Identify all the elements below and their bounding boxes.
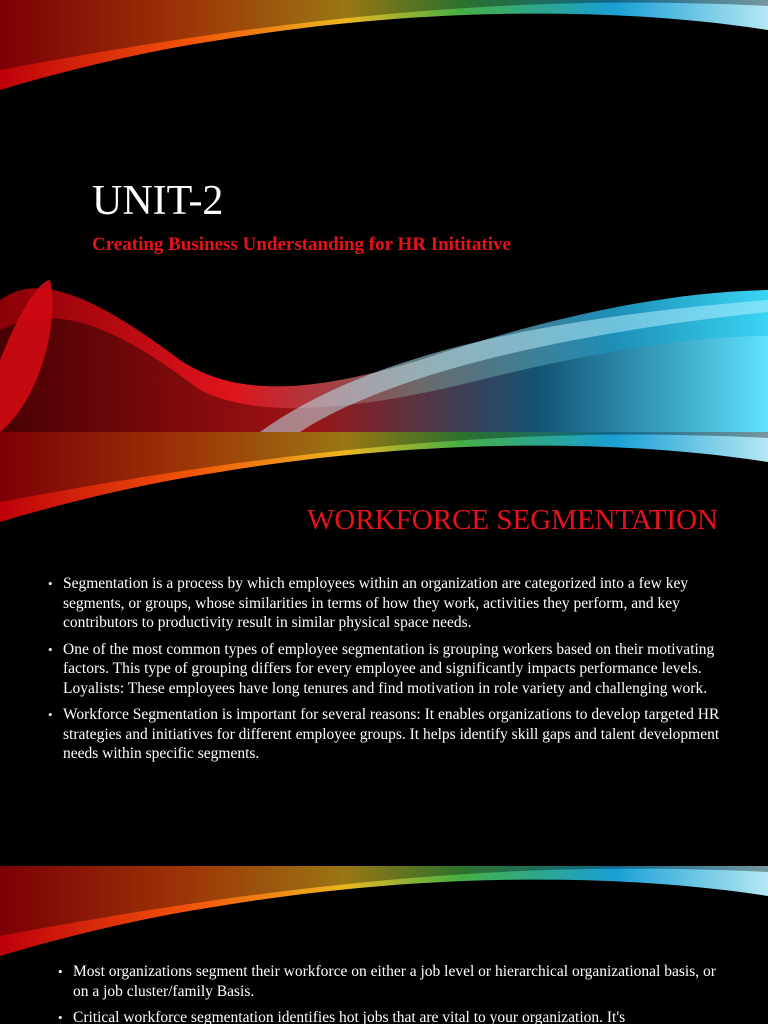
bullet-item: • Critical workforce segmentation identifies hot jobs that are vital to your organization. It's [58,1008,728,1024]
bullet-item: • One of the most common types of employee segmentation is grouping workers based on their motivating factors. This type of grouping differs for every employee and significantly impacts performance levels. Loyalists: These employees have long tenures and find motivation in role variety and challenging work. [48,640,728,699]
decorative-swoosh-graphic [0,866,768,976]
slide-title: UNIT-2 [92,178,224,224]
slide-title: WORKFORCE SEGMENTATION [307,504,718,536]
bullet-list [58,962,728,1024]
slide-subtitle: Creating Business Understanding for HR Inititative [92,234,511,255]
title-slide [0,0,768,432]
workforce-segmentation-continued-slide [0,866,768,1024]
bullet-list [48,574,728,771]
workforce-segmentation-slide [0,432,768,866]
bullet-item: • Workforce Segmentation is important for several reasons: It enables organizations to develop targeted HR strategies and initiatives for different employee groups. It helps identify skill gaps and talent development needs within specific segments. [48,705,728,764]
bullet-item: • Most organizations segment their workforce on either a job level or hierarchical organizational basis, or on a job cluster/family Basis. [58,962,728,1001]
bullet-item: • Segmentation is a process by which employees within an organization are categorized into a few key segments, or groups, whose similarities in terms of how they work, activities they perform, and key contributors to productivity result in similar physical space needs. [48,574,728,633]
